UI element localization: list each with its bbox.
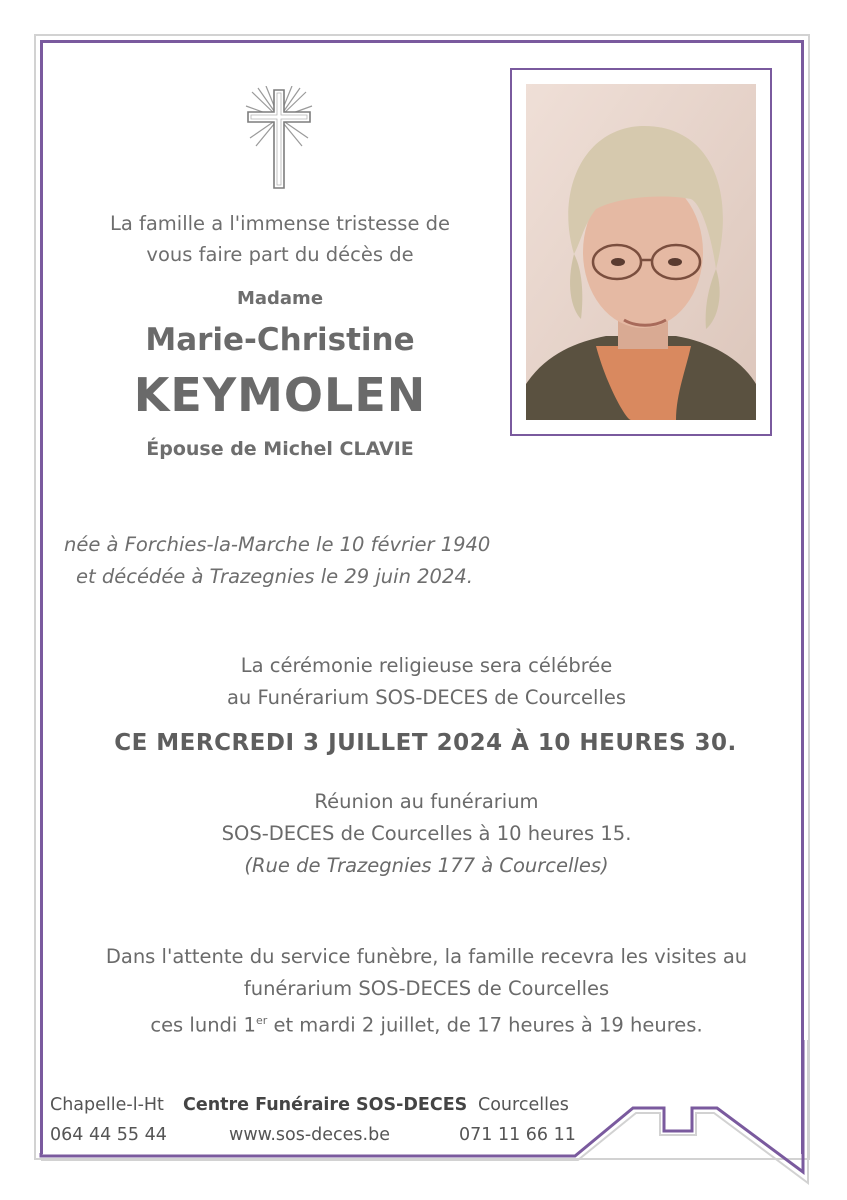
footer-right-location: Courcelles: [478, 1095, 569, 1115]
radiant-cross-icon: [244, 86, 314, 190]
ceremony-datetime: CE MERCREDI 3 JUILLET 2024 À 10 HEURES 30.: [114, 730, 737, 756]
death-line: et décédée à Trazegnies le 29 juin 2024.: [76, 565, 473, 588]
ceremony-line-2: au Funérarium SOS-DECES de Courcelles: [226, 686, 627, 709]
portrait-photo: [526, 84, 756, 420]
ceremony-info: [60, 650, 793, 714]
spouse-line: Épouse de Michel CLAVIE: [146, 438, 414, 460]
deceased-first-name: Marie-Christine: [145, 322, 415, 358]
footer-center-name: Centre Funéraire SOS-DECES: [183, 1095, 468, 1115]
visits-line-3-post: et mardi 2 juillet, de 17 heures à 19 heures.: [267, 1013, 703, 1037]
reunion-line-2: SOS-DECES de Courcelles à 10 heures 15.: [221, 822, 632, 845]
visits-line-2: funérarium SOS-DECES de Courcelles: [243, 977, 610, 1000]
reunion-address: (Rue de Trazegnies 177 à Courcelles): [244, 854, 609, 877]
ceremony-line-1: La cérémonie religieuse sera célébrée: [240, 654, 613, 677]
visits-info: [50, 941, 803, 1042]
footer-left-phone: 064 44 55 44: [50, 1125, 167, 1145]
birth-line: née à Forchies-la-Marche le 10 février 1940: [64, 533, 491, 556]
reunion-info: [60, 786, 793, 882]
footer-right-phone: 071 11 66 11: [459, 1125, 576, 1145]
intro-text: [60, 208, 500, 270]
honorific-title: Madame: [236, 288, 324, 309]
birth-death-info: [64, 529, 490, 593]
deceased-last-name: KEYMOLEN: [133, 368, 427, 422]
visits-line-3-pre: ces lundi 1: [150, 1013, 256, 1037]
footer-left-location: Chapelle-l-Ht: [50, 1095, 164, 1115]
intro-line-1: La famille a l'immense tristesse de: [109, 212, 451, 235]
footer-website-link[interactable]: www.sos-deces.be: [229, 1125, 390, 1145]
reunion-line-1: Réunion au funérarium: [314, 790, 539, 813]
visits-line-1: Dans l'attente du service funèbre, la famille recevra les visites au: [105, 945, 748, 968]
portrait-frame: [510, 68, 772, 436]
intro-line-2: vous faire part du décès de: [146, 243, 414, 266]
visits-line-3-sup: er: [255, 1014, 268, 1027]
visits-line-3: [50, 1005, 803, 1042]
